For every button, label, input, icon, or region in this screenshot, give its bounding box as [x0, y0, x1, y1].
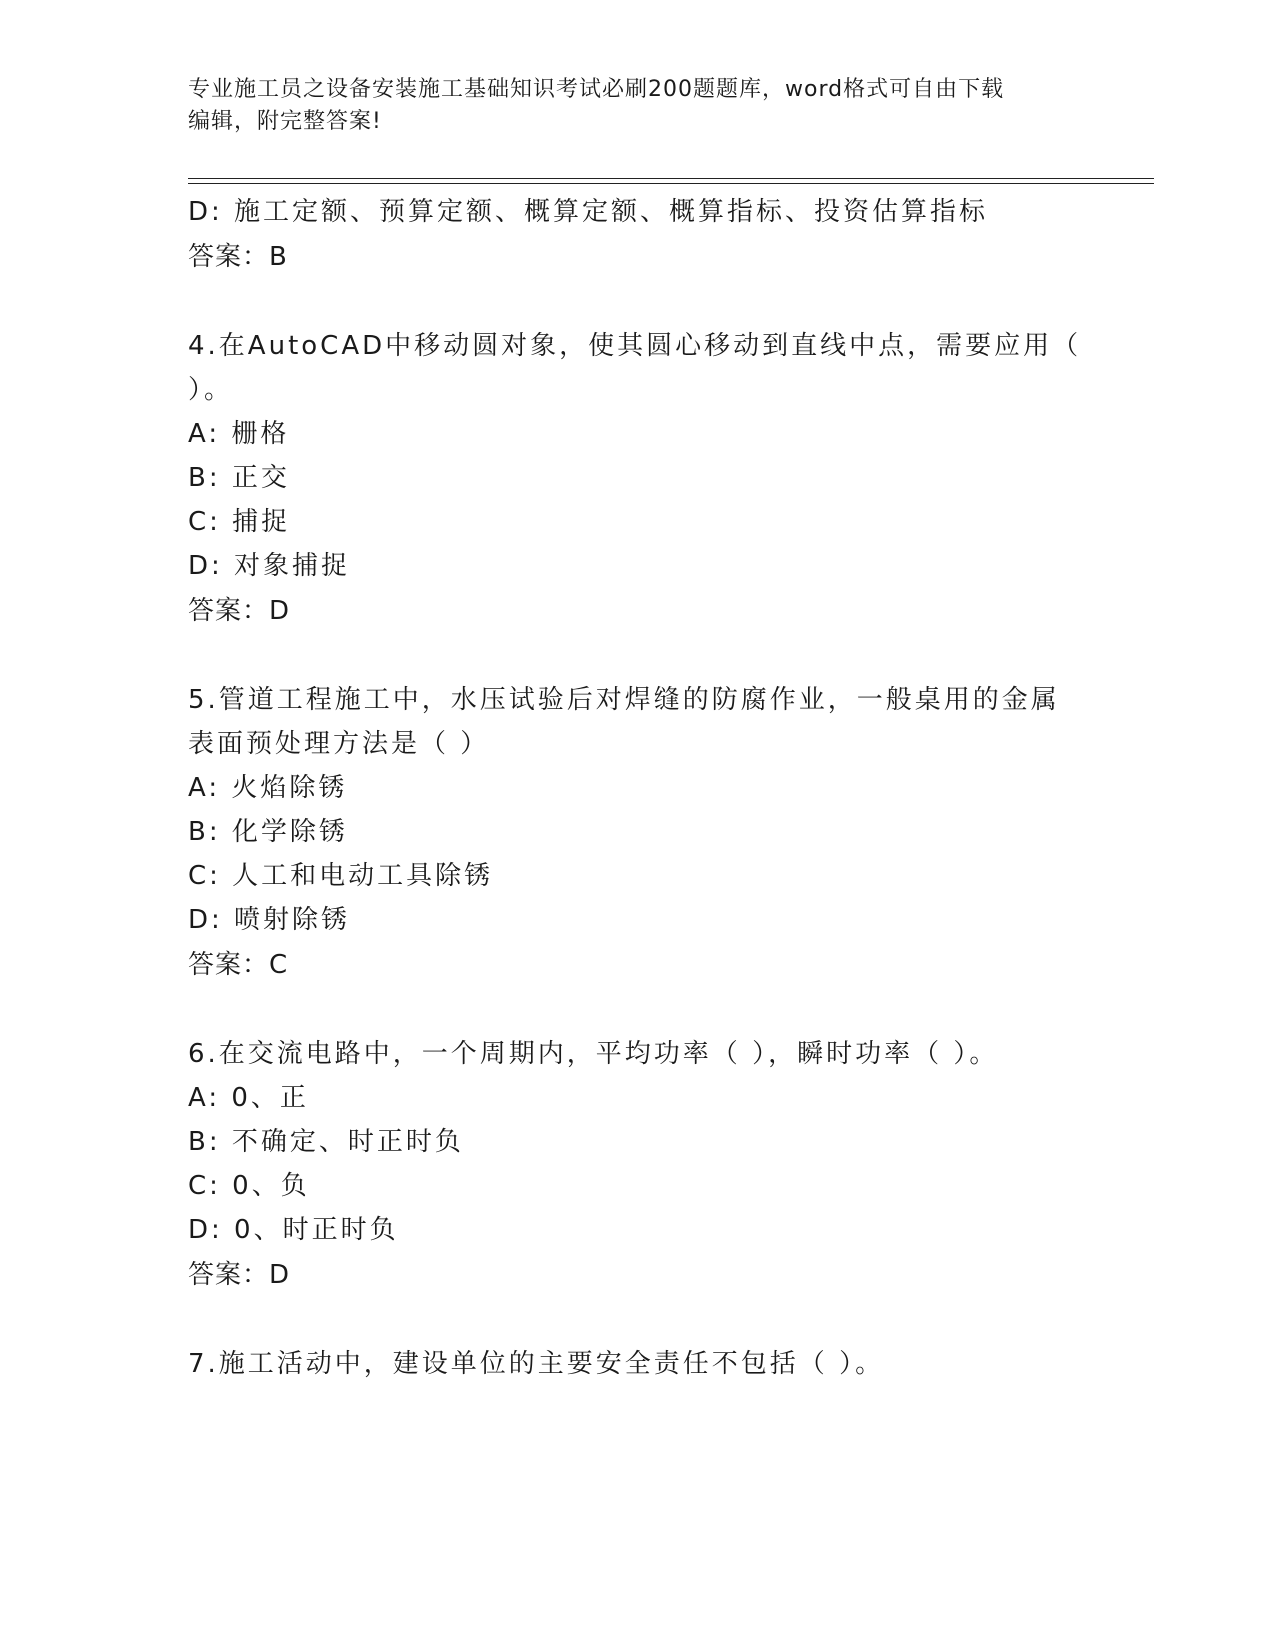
- q4-option-a: A: 栅格: [188, 419, 290, 449]
- header-divider-top: [188, 178, 1154, 179]
- document-header: [188, 74, 1088, 138]
- header-line-2: 编辑，附完整答案!: [188, 109, 382, 134]
- q6-option-b: B: 不确定、时正时负: [188, 1127, 464, 1157]
- q5-option-c: C: 人工和电动工具除锈: [188, 861, 494, 891]
- q7-stem-line-1: 7.施工活动中，建设单位的主要安全责任不包括（ ）。: [188, 1349, 885, 1379]
- question-list: [188, 190, 1088, 1386]
- q4-option-b: B: 正交: [188, 463, 290, 493]
- q4-stem-line-1: 4.在AutoCAD中移动圆对象，使其圆心移动到直线中点，需要应用（: [188, 331, 1082, 361]
- q5-answer: 答案：C: [188, 950, 289, 980]
- header-line-1: 专业施工员之设备安装施工基础知识考试必刷200题题库，word格式可自由下载: [188, 77, 1005, 102]
- q3-answer: 答案：B: [188, 242, 288, 272]
- header-divider-bottom: [188, 183, 1154, 184]
- q6-option-a: A: 0、正: [188, 1083, 309, 1113]
- q4-stem-line-2: ）。: [188, 375, 234, 405]
- q5-option-a: A: 火焰除锈: [188, 773, 348, 803]
- q6-stem-line-1: 6.在交流电路中，一个周期内，平均功率（ ），瞬时功率（ ）。: [188, 1039, 999, 1069]
- q6-option-d: D: 0、时正时负: [188, 1215, 399, 1245]
- q5-stem-line-1: 5.管道工程施工中，水压试验后对焊缝的防腐作业，一般桌用的金属: [188, 685, 1060, 715]
- q5-stem-line-2: 表面预处理方法是（ ）: [188, 729, 490, 759]
- q4-answer: 答案：D: [188, 596, 291, 626]
- q5-option-b: B: 化学除锈: [188, 817, 348, 847]
- q5-option-d: D: 喷射除锈: [188, 905, 351, 935]
- q6-option-c: C: 0、负: [188, 1171, 310, 1201]
- q6-answer: 答案：D: [188, 1260, 291, 1290]
- q4-option-c: C: 捕捉: [188, 507, 291, 537]
- q3-option-d: D: 施工定额、预算定额、概算定额、概算指标、投资估算指标: [188, 197, 989, 227]
- q4-option-d: D: 对象捕捉: [188, 551, 351, 581]
